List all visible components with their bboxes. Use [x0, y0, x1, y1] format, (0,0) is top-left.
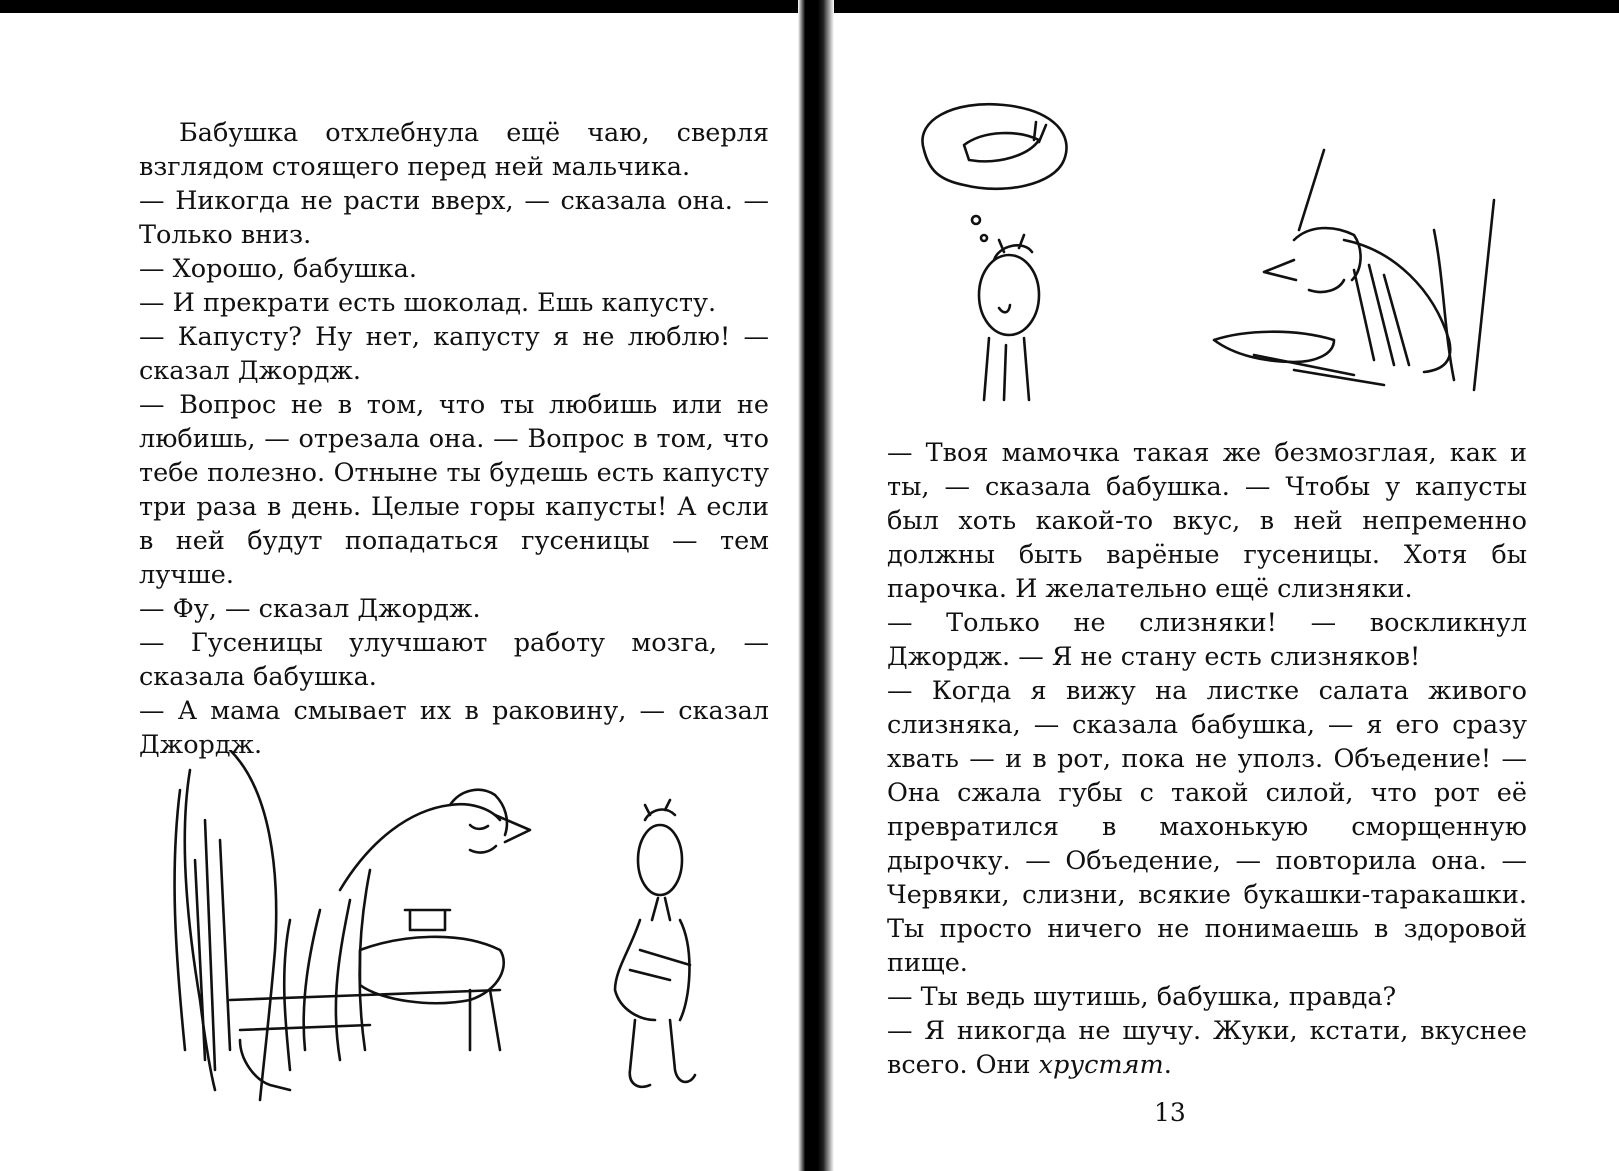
- paragraph: — Никогда не расти вверх, — сказала она. — Только вниз.: [139, 186, 769, 250]
- right-page-text: [887, 436, 1527, 1082]
- paragraph: — Только не слизняки! — воскликнул Джордж. — Я не стану есть слизняков!: [887, 608, 1527, 672]
- right-page: [834, 0, 1619, 1171]
- left-page-text: [139, 116, 769, 762]
- paragraph: — Хорошо, бабушка.: [139, 254, 417, 284]
- paragraph: — А мама смывает их в раковину, — сказал Джордж.: [139, 696, 769, 760]
- text-run: .: [1163, 1050, 1172, 1080]
- page-number: 13: [1154, 1098, 1186, 1127]
- emphasized-word: хрустят: [1038, 1050, 1164, 1080]
- paragraph: — Фу, — сказал Джордж.: [139, 594, 481, 624]
- paragraph: — Твоя мамочка такая же безмозглая, как и ты, — сказала бабушка. — Чтобы у капусты был хоть какой-то вкус, в ней непременно должны быть варёные гусеницы. Хотя бы парочка. И желательно ещё слизняки.: [887, 438, 1527, 604]
- paragraph: — Вопрос не в том, что ты любишь или не любишь, — отрезала она. — Вопрос в том, что тебе полезно. Отныне ты будешь есть капусту три раза в день. Целые горы капусты! А если в ней будут попадаться гусеницы — тем лучше.: [139, 390, 769, 590]
- paragraph: — Капусту? Ну нет, капусту я не люблю! — сказал Джордж.: [139, 322, 769, 386]
- paragraph: [887, 1014, 1527, 1082]
- george-thinking-of-slug-drawing: [914, 100, 1514, 410]
- paragraph: — И прекрати есть шоколад. Ешь капусту.: [139, 288, 717, 318]
- paragraph: Бабушка отхлебнула ещё чаю, сверля взглядом стоящего перед ней мальчика.: [139, 118, 769, 182]
- left-page: [0, 0, 798, 1171]
- paragraph: — Ты ведь шутишь, бабушка, правда?: [887, 982, 1397, 1012]
- grandma-and-george-drawing: [170, 750, 730, 1110]
- text-run: — Я никогда не шучу. Жуки, кстати, вкуснее всего. Они: [887, 1016, 1527, 1080]
- book-gutter: [798, 0, 834, 1171]
- paragraph: — Гусеницы улучшают работу мозга, — сказала бабушка.: [139, 628, 769, 692]
- paragraph: — Когда я вижу на листке салата живого слизняка, — сказала бабушка, — я его сразу хвать — и в рот, пока не уполз. Объедение! — Она сжала губы с такой силой, что рот её превратился в махонькую сморщенную дырочку. — Объедение, — повторила она. — Червяки, слизни, всякие букашки-таракашки. Ты просто ничего не понимаешь в здоровой пище.: [887, 676, 1527, 978]
